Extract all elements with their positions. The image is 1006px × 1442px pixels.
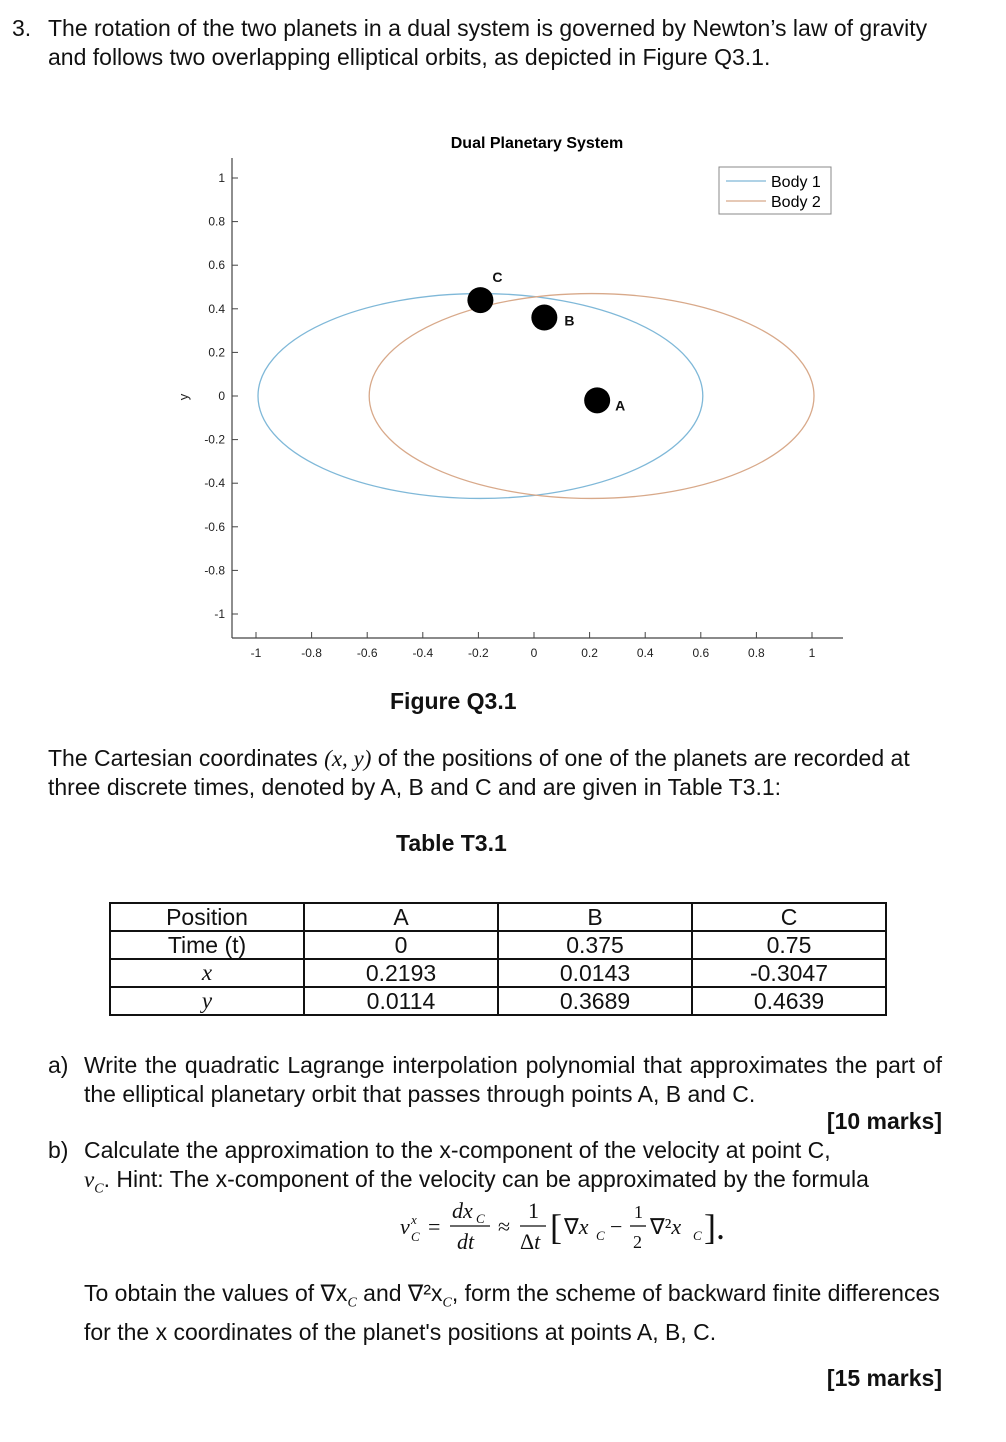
y-tick-label: 0 (218, 389, 225, 403)
table-cell: A (304, 903, 498, 931)
svg-text:Δt: Δt (520, 1229, 541, 1254)
table-cell: 0.3689 (498, 987, 692, 1015)
table-row (110, 959, 886, 987)
svg-text:1: 1 (634, 1202, 643, 1222)
x-tick-label: -0.8 (301, 646, 322, 660)
svg-text:C: C (596, 1228, 605, 1243)
svg-text:∇²x: ∇²x (650, 1214, 682, 1239)
part-b-label: b) (48, 1137, 69, 1163)
part-b-text-1: Calculate the approximation to the x-component of the velocity at point C, (84, 1137, 831, 1163)
chart-title: Dual Planetary System (450, 135, 624, 152)
dual-planetary-chart (0, 120, 1006, 680)
point-label: A (615, 397, 626, 414)
table-cell: Position (110, 903, 304, 931)
svg-text:1: 1 (528, 1198, 539, 1223)
intro-paragraph-post: of the positions of one of the planets are recorded at three discrete times, denoted by A, B and C and are given in Table T3.1: (48, 745, 910, 800)
y-tick-label: -1 (214, 607, 225, 621)
x-tick-label: -1 (250, 646, 262, 660)
table-cell: 0.375 (498, 931, 692, 959)
svg-text:].: ]. (704, 1207, 725, 1247)
svg-text:dt: dt (457, 1229, 475, 1254)
y-tick-label: -0.4 (204, 476, 225, 491)
point-B (531, 305, 557, 331)
table-row (110, 987, 886, 1015)
x-tick-label: 0 (530, 646, 538, 660)
part-b-continuation: To obtain the values of $\nabla x_C$ and $\nabla^2x_C$, form the scheme of backward finite differences for the x coordinates of the planet's positions at points A, B, C. (84, 1280, 940, 1345)
svg-text:∇x: ∇x (564, 1214, 589, 1239)
svg-text:[: [ (550, 1207, 562, 1247)
velocity-formula (400, 1194, 760, 1258)
data-table (109, 902, 887, 1016)
point-A (584, 387, 610, 413)
table-cell: x (110, 959, 304, 987)
svg-text:C: C (693, 1228, 702, 1243)
table-cell: 0.75 (692, 931, 886, 959)
table-cell: 0.0114 (304, 987, 498, 1015)
table-cell: 0.4639 (692, 987, 886, 1015)
svg-text:x: x (411, 1212, 417, 1227)
y-tick-label: 0.4 (208, 301, 225, 316)
y-tick-label: -0.8 (204, 563, 225, 578)
y-tick-label: -0.2 (204, 432, 225, 447)
x-tick-label: 0.6 (692, 646, 710, 660)
x-tick-label: -0.6 (356, 646, 378, 660)
svg-text:C: C (476, 1211, 485, 1226)
x-tick-label: 0.8 (748, 646, 765, 660)
chart-axes (176, 158, 843, 660)
chart-points (467, 269, 625, 413)
part-b-marks: [15 marks] (826, 1365, 942, 1391)
x-tick-label: 0.4 (636, 646, 654, 660)
part-a-marks: [10 marks] (826, 1108, 942, 1134)
table-caption: Table T3.1 (396, 830, 507, 856)
y-tick-label: 0.2 (208, 345, 225, 360)
intro-paragraph (48, 744, 948, 802)
svg-text:=: = (428, 1214, 441, 1239)
part-a-text: Write the quadratic Lagrange interpolation polynomial that approximates the part of the elliptical planetary orbit that passes through points A, B and C. (84, 1052, 942, 1107)
part-b-velocity-symbol: $v_C$ (84, 1167, 104, 1197)
part-b-text-3: To obtain the values of ∇x (84, 1280, 348, 1306)
intro-paragraph-math: (x, y) (324, 746, 372, 771)
y-tick-label: 0.8 (208, 214, 225, 229)
table-row (110, 931, 886, 959)
chart-legend (719, 167, 831, 214)
table-cell: B (498, 903, 692, 931)
part-a-label: a) (48, 1052, 69, 1078)
x-tick-label: 0.2 (581, 646, 598, 660)
part-b-text-3-end: , form the scheme of backward finite differences for the x coordinates of the planet's positions at points A, B, C. (84, 1280, 940, 1345)
svg-text:v: v (400, 1214, 410, 1239)
table-cell: y (110, 987, 304, 1015)
table-cell: -0.3047 (692, 959, 886, 987)
table-cell: Time (t) (110, 931, 304, 959)
y-tick-label: 0.6 (208, 258, 225, 273)
part-b-text-3-mid: and ∇²x (356, 1280, 443, 1306)
series-orbit-body-1 (258, 294, 703, 499)
part-b-text-2: . Hint: The x-component of the velocity can be approximated by the formula (103, 1166, 869, 1192)
question-number: 3. (12, 15, 32, 41)
legend-label-body-1: Body 1 (771, 174, 821, 191)
svg-text:≈: ≈ (498, 1214, 511, 1239)
y-axis-label: y (176, 393, 191, 401)
table-cell: 0.0143 (498, 959, 692, 987)
point-label: B (564, 312, 575, 329)
figure-caption: Figure Q3.1 (390, 688, 517, 714)
point-label: C (492, 269, 503, 286)
legend-label-body-2: Body 2 (771, 194, 821, 211)
y-tick-label: -0.6 (204, 519, 225, 534)
svg-text:dx: dx (452, 1198, 473, 1223)
table-cell: C (692, 903, 886, 931)
svg-text:−: − (610, 1214, 623, 1239)
intro-paragraph-pre: The Cartesian coordinates (48, 745, 325, 771)
question-text: The rotation of the two planets in a dual system is governed by Newton’s law of gravity and follows two overlapping elliptical orbits, as depicted in Figure Q3.1. (48, 15, 928, 70)
table-row (110, 903, 886, 931)
x-tick-label: 1 (808, 646, 816, 660)
point-C (467, 287, 493, 313)
svg-text:2: 2 (633, 1232, 642, 1252)
table-cell: 0 (304, 931, 498, 959)
x-tick-label: -0.2 (468, 646, 489, 660)
svg-text:C: C (411, 1229, 420, 1244)
x-tick-label: -0.4 (412, 646, 434, 660)
table-cell: 0.2193 (304, 959, 498, 987)
y-tick-label: 1 (218, 171, 225, 185)
